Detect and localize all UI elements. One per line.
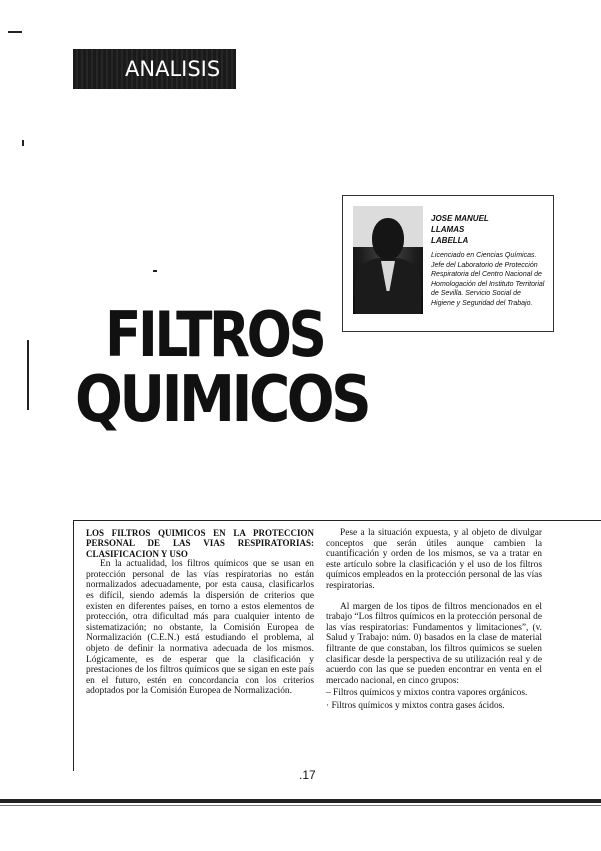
author-name-line: LABELLA bbox=[431, 236, 469, 245]
article-column-left bbox=[86, 528, 314, 697]
article-lead-title: LOS FILTROS QUIMICOS EN LA PROTECCION PERSONAL DE LAS VIAS RESPIRATORIAS: CLASIFICACION Y USO bbox=[86, 528, 314, 559]
article-paragraph: Pese a la situación expuesta, y al objeto de divulgar conceptos que serán útiles aunque cambien la cuantificación y orden de los mismos, se va a tratar en este artículo sobre la clasificación y el uso de los filtros químicos empleados en la protección personal de las vías respiratorias. bbox=[326, 528, 542, 591]
scan-speck bbox=[153, 270, 157, 272]
article-paragraph: Al margen de los tipos de filtros mencionados en el trabajo “Los filtros químicos en la protección personal de las vías respiratorias: Fundamentos y limitaciones”, (v. Salud y Trabajo: núm. 0) basados en la clase de material filtrante de que constaban, los filtros químicos se suelen clasificar desde la perspectiva de su utilización real y de acuerdo con las que se pueden encontrar en venta en el mercado nacional, en cinco grupos: bbox=[326, 601, 542, 686]
article-paragraph: En la actualidad, los filtros químicos que se usan en protección personal de las vías respiratorias no están normalizados adecuadamente, por esta causa, clasificarlos es difícil, siendo además la dispersión de criterios que existen en diferentes países, en torno a estos elementos de protección, otra dificultad más para cualquier intento de sistematización; no obstante, la Comisión Europea de Normalización (C.E.N.) está estudiando el problema, al objeto de definir la normativa adecuada de los mismos. Lógicamente, es de esperar que la clasificación y prestaciones de los filtros químicos que se sigan en este país en el futuro, estén en concordancia con los criterios adoptados por la Comisión Europea de Normalización. bbox=[86, 559, 314, 697]
author-name-line: LLAMAS bbox=[431, 225, 465, 234]
author-photo bbox=[353, 206, 423, 314]
list-item: · Filtros químicos y mixtos contra gases ácidos. bbox=[326, 700, 505, 711]
section-header-band bbox=[73, 49, 236, 89]
bottom-rule-thin bbox=[0, 805, 601, 806]
scan-speck bbox=[27, 340, 29, 410]
section-label: ANALISIS bbox=[125, 57, 221, 81]
scan-speck bbox=[22, 140, 24, 146]
article-title-line-1: FILTROS bbox=[105, 298, 324, 371]
scan-speck bbox=[8, 31, 22, 33]
author-name-line: JOSE MANUEL bbox=[431, 214, 489, 223]
page-number: .17 bbox=[299, 768, 316, 782]
article-title-line-2: QUIMICOS bbox=[75, 363, 369, 437]
photo-head bbox=[372, 218, 404, 260]
list-item: – Filtros químicos y mixtos contra vapores orgánicos. bbox=[326, 688, 528, 699]
article-column-right bbox=[326, 528, 542, 712]
author-box bbox=[342, 195, 554, 332]
bottom-rule bbox=[0, 799, 601, 803]
author-bio: Licenciado en Ciencias Químicas. Jefe del Laboratorio de Protección Respiratoria del Centro Nacional de Homologación del Instituto Territorial de Sevilla. Servicio Social de Higiene y Seguridad del Trabajo. bbox=[431, 252, 545, 307]
author-name bbox=[431, 213, 546, 246]
